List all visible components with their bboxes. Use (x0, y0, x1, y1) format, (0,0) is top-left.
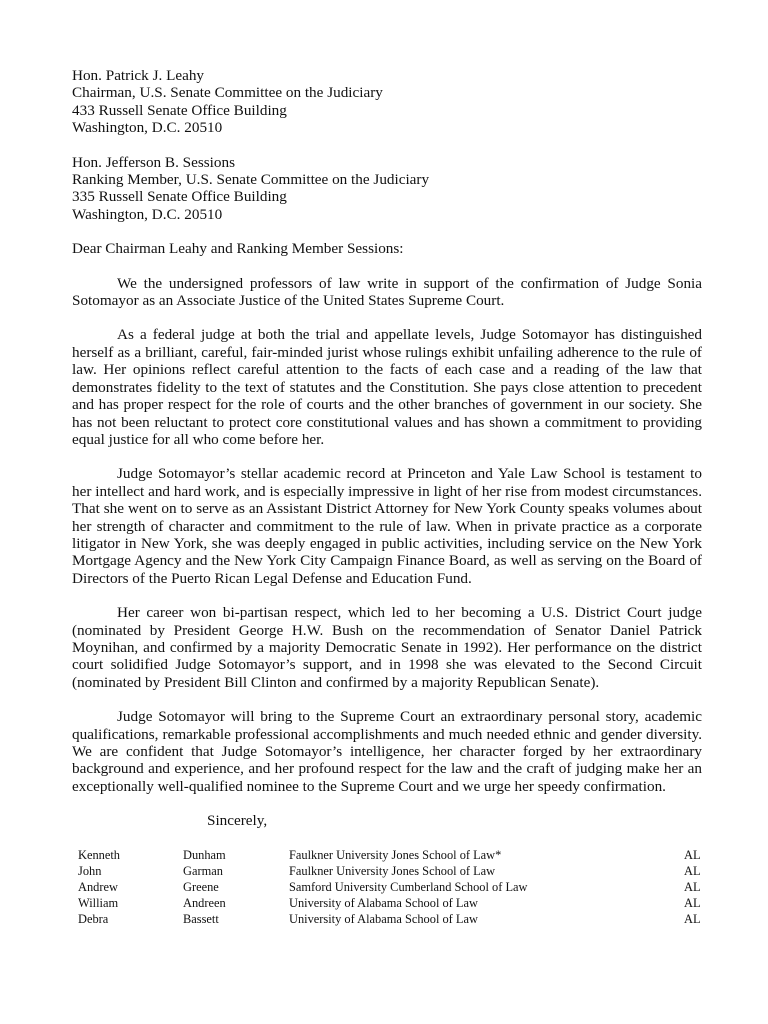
signatories-table (78, 847, 704, 927)
signer-school: University of Alabama School of Law (289, 912, 478, 927)
signer-last-name: Bassett (183, 912, 219, 927)
signer-last-name: Garman (183, 864, 223, 879)
signer-state: AL (684, 864, 701, 879)
signer-last-name: Andreen (183, 896, 226, 911)
table-row (78, 895, 704, 911)
recipient-city: Washington, D.C. 20510 (72, 205, 223, 223)
recipient-title: Ranking Member, U.S. Senate Committee on the Judiciary (72, 171, 430, 189)
signer-school: Faulkner University Jones School of Law* (289, 848, 502, 862)
salutation: Dear Chairman Leahy and Ranking Member Sessions: (72, 240, 404, 258)
signer-first-name: Kenneth (78, 848, 120, 862)
signer-state: AL (684, 896, 701, 911)
paragraph-academic-record: Judge Sotomayor’s stellar academic record at Princeton and Yale Law School is testament to her intellect and hard work, and is especially impressive in light of her rise from modest circumstances. That she went on to serve as an Assistant District Attorney for New York County speaks volumes about her strength of character and commitment to the rule of law. When in private practice as a corporate litigator in New York, she was deeply engaged in public activities, including service on the New York Mortgage Agency and the New York City Campaign Finance Board, as well as serving on the Board of Directors of the Puerto Rican Legal Defense and Education Fund. (72, 465, 702, 587)
recipient-street: 433 Russell Senate Office Building (72, 101, 287, 119)
table-row (78, 879, 704, 895)
recipient-name: Hon. Jefferson B. Sessions (72, 153, 235, 171)
signer-last-name: Greene (183, 880, 219, 895)
paragraph-career: Her career won bi-partisan respect, which led to her becoming a U.S. District Court judge (nominated by President George H.W. Bush on the recommendation of Senator Daniel Patrick Moynihan, and confirmed by a majority Democratic Senate in 1992). Her performance on the district court solidified Judge Sotomayor’s support, and in 1998 she was elevated to the Second Circuit (nominated by President Bill Clinton and confirmed by a majority Republican Senate). (72, 604, 702, 691)
recipient-address-sessions (72, 154, 702, 224)
paragraph-judicial-record: As a federal judge at both the trial and appellate levels, Judge Sotomayor has distinguished herself as a brilliant, careful, fair-minded jurist whose rulings exhibit unfailing adherence to the rule of law. Her opinions reflect careful attention to the facts of each case and a reading of the law that demonstrates fidelity to the text of statutes and the Constitution. She pays close attention to precedent and has proper respect for the role of courts and the other branches of government in our society. She has not been reluctant to protect core constitutional values and has shown a commitment to providing equal justice for all who come before her. (72, 326, 702, 448)
table-row (78, 847, 704, 863)
signer-first-name: Debra (78, 912, 109, 927)
recipient-city: Washington, D.C. 20510 (72, 119, 223, 137)
recipient-title: Chairman, U.S. Senate Committee on the Judiciary (72, 84, 383, 102)
signer-state: AL (684, 848, 701, 862)
signer-state: AL (684, 912, 701, 927)
signer-state: AL (684, 880, 701, 895)
signer-last-name: Dunham (183, 848, 226, 862)
recipient-street: 335 Russell Senate Office Building (72, 188, 287, 206)
signer-first-name: William (78, 896, 119, 911)
closing: Sincerely, (207, 812, 268, 830)
recipient-name: Hon. Patrick J. Leahy (72, 67, 205, 84)
signer-first-name: John (78, 864, 102, 879)
signer-first-name: Andrew (78, 880, 118, 895)
recipient-address-leahy (72, 67, 702, 137)
table-row (78, 863, 704, 879)
paragraph-intro: We the undersigned professors of law write in support of the confirmation of Judge Sonia Sotomayor as an Associate Justice of the United States Supreme Court. (72, 274, 702, 310)
signer-school: University of Alabama School of Law (289, 896, 478, 911)
paragraph-conclusion: Judge Sotomayor will bring to the Supreme Court an extraordinary personal story, academic qualifications, remarkable professional accomplishments and much needed ethnic and gender diversity. We are confident that Judge Sotomayor’s intelligence, her character forged by her extraordinary background and experience, and her profound respect for the law and the craft of judging make her an exceptionally well-qualified nominee to the Supreme Court and we urge her speedy confirmation. (72, 708, 702, 795)
letter-body (72, 67, 702, 830)
signer-school: Samford University Cumberland School of Law (289, 880, 528, 895)
signer-school: Faulkner University Jones School of Law (289, 864, 496, 879)
table-row (78, 911, 704, 927)
